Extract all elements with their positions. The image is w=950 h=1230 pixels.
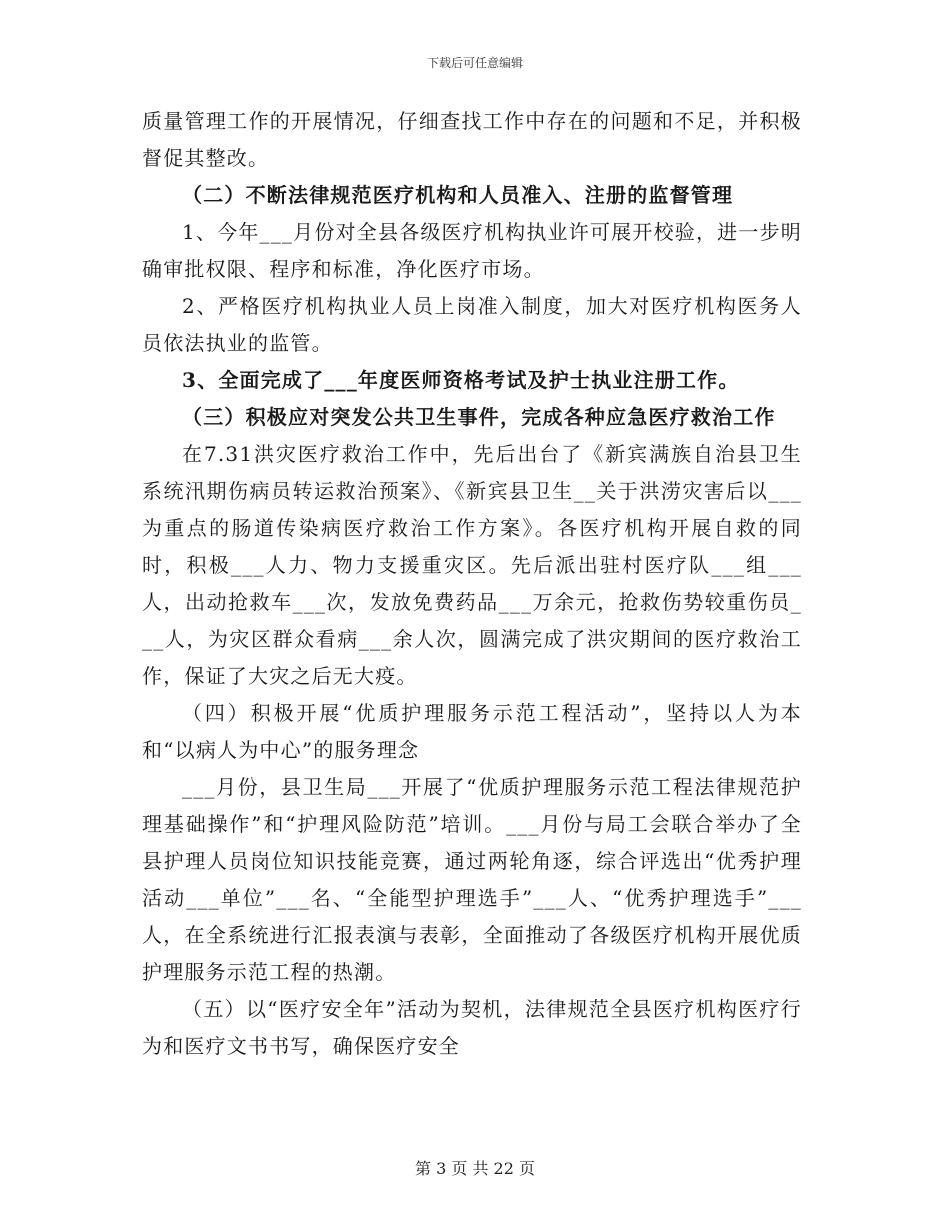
paragraph-item-3: 3、全面完成了___年度医师资格考试及护士执业注册工作。 — [182, 368, 740, 392]
paragraph-1: 质量管理工作的开展情况，仔细查找工作中存在的问题和不足，并积极督促其整改。 — [142, 109, 802, 170]
paragraph-item-2: 2、严格医疗机构执业人员上岗准入制度，加大对医疗机构医务人员依法执业的监管。 — [142, 294, 802, 355]
page-footer: 第 3 页 共 22 页 — [415, 1159, 535, 1178]
paragraph-item-1: 1、今年___月份对全县各级医疗机构执业许可展开校验，进一步明确审批权限、程序和标准，净化医疗市场。 — [142, 220, 802, 281]
section-heading-2: （二）不断法律规范医疗机构和人员准入、注册的监督管理 — [182, 183, 734, 207]
document-body — [142, 103, 802, 1065]
section-heading-4: （四）积极开展“优质护理服务示范工程活动”，坚持以人为本和“以病人为中心”的服务理念 — [142, 701, 802, 762]
section-heading-3: （三）积极应对突发公共卫生事件，完成各种应急医疗救治工作 — [182, 405, 776, 429]
section-heading-5: （五）以“医疗安全年”活动为契机，法律规范全县医疗机构医疗行为和医疗文书书写，确保医疗安全 — [142, 997, 802, 1058]
paragraph-nursing: ___月份，县卫生局___开展了“优质护理服务示范工程法律规范护理基础操作”和“护理风险防范”培训。___月份与局工会联合举办了全县护理人员岗位知识技能竞赛，通过两轮角逐，综合评选出“优秀护理活动___单位”___名、“全能型护理选手”___人、“优秀护理选手”___人，在全系统进行汇报表演与表彰，全面推动了各级医疗机构开展优质护理服务示范工程的热潮。 — [142, 775, 802, 984]
page-header: 下载后可任意编辑 — [426, 56, 523, 70]
paragraph-flood-relief: 在7.31洪灾医疗救治工作中，先后出台了《新宾满族自治县卫生系统汛期伤病员转运救治预案》、《新宾县卫生__关于洪涝灾害后以___为重点的肠道传染病医疗救治工作方案》。各医疗机构开展自救的同时，积极___人力、物力支援重灾区。先后派出驻村医疗队___组___人，出动抢救车___次，发放免费药品___万余元，抢救伤势较重伤员___人，为灾区群众看病___余人次，圆满完成了洪灾期间的医疗救治工作，保证了大灾之后无大疫。 — [142, 442, 802, 688]
